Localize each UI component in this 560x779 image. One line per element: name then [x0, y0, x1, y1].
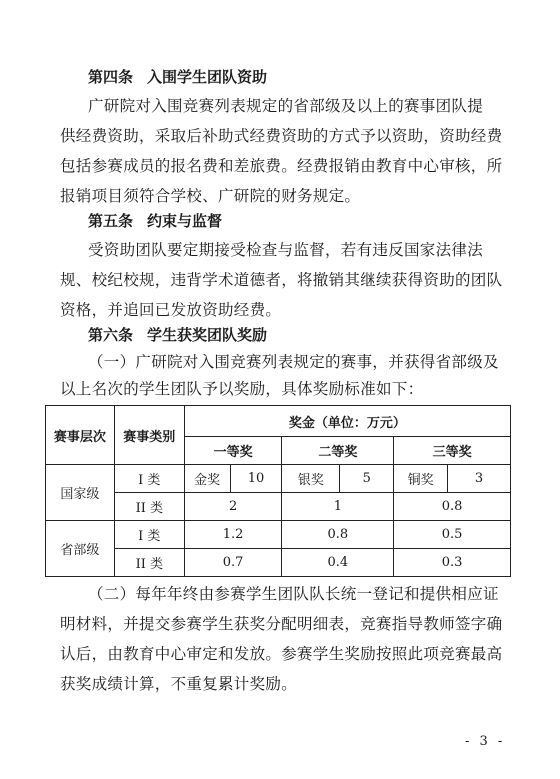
- category-cell: II 类: [114, 493, 184, 521]
- table-row: [46, 465, 511, 493]
- article6-outro-line: 认后，由教育中心审定和发放。参赛学生奖励按照此项竞赛最高: [60, 645, 503, 663]
- award-name-cell: 铜奖: [394, 465, 448, 493]
- article5-line: 受资助团队要定期接受检查与监督，若有违反国家法律法: [88, 241, 484, 259]
- article5-title: 约束与监督: [147, 212, 223, 230]
- article6-title: 学生获奖团队奖励: [147, 326, 268, 344]
- header-category: 赛事类别: [114, 406, 184, 465]
- award-table: [45, 405, 511, 577]
- article4-title: 入围学生团队资助: [147, 68, 268, 86]
- award-value-cell: 0.3: [394, 549, 511, 577]
- table-row: [46, 521, 511, 549]
- article6-outro-line: 明材料，并提交参赛学生获奖分配明细表，竞赛指导教师签字确: [60, 615, 503, 633]
- level-national: 国家级: [46, 465, 115, 521]
- article4-line: 供经费资助，采取后补助式经费资助的方式予以资助，资助经费: [60, 127, 503, 145]
- article4-line: 广研院对入围竞赛列表规定的省部级及以上的赛事团队提: [88, 97, 484, 115]
- category-cell: I 类: [114, 521, 184, 549]
- award-name-cell: 银奖: [282, 465, 340, 493]
- category-cell: I 类: [114, 465, 184, 493]
- article6-outro-line: （二）每年年终由参赛学生团队队长统一登记和提供相应证: [88, 585, 499, 603]
- header-first-prize: 一等奖: [184, 437, 282, 465]
- award-value-cell: 0.8: [282, 521, 394, 549]
- article6-intro-line: （一）广研院对入围竞赛列表规定的赛事，并获得省部级及: [88, 353, 499, 371]
- page-number: - 3 -: [465, 734, 506, 749]
- article6-number: 第六条: [88, 326, 134, 344]
- award-value-cell: 3: [448, 465, 511, 493]
- award-value-cell: 1.2: [184, 521, 282, 549]
- award-value-cell: 0.4: [282, 549, 394, 577]
- header-third-prize: 三等奖: [394, 437, 511, 465]
- article4-heading: [88, 68, 267, 86]
- award-value-cell: 2: [184, 493, 282, 521]
- award-value-cell: 5: [340, 465, 394, 493]
- level-provincial: 省部级: [46, 521, 115, 577]
- article6-intro-line: 以上名次的学生团队予以奖励，具体奖励标准如下：: [60, 380, 424, 398]
- header-second-prize: 二等奖: [282, 437, 394, 465]
- article6-outro-line: 获奖成绩计算，不重复累计奖励。: [60, 675, 298, 693]
- category-cell: II 类: [114, 549, 184, 577]
- header-level: 赛事层次: [46, 406, 115, 465]
- award-value-cell: 0.7: [184, 549, 282, 577]
- table-row: [46, 493, 511, 521]
- article5-line: 资格，并追回已发放资助经费。: [60, 301, 282, 319]
- award-value-cell: 10: [230, 465, 282, 493]
- article5-heading: [88, 212, 222, 230]
- table-row: [46, 549, 511, 577]
- award-value-cell: 0.8: [394, 493, 511, 521]
- article4-line: 包括参赛成员的报名费和差旅费。经费报销由教育中心审核，所: [60, 157, 503, 175]
- article6-heading: [88, 326, 267, 344]
- award-value-cell: 1: [282, 493, 394, 521]
- article4-line: 报销项目须符合学校、广研院的财务规定。: [60, 187, 361, 205]
- award-value-cell: 0.5: [394, 521, 511, 549]
- award-name-cell: 金奖: [184, 465, 230, 493]
- article5-line: 规、校纪校规，违背学术道德者，将撤销其继续获得资助的团队: [60, 271, 503, 289]
- article5-number: 第五条: [88, 212, 134, 230]
- header-bonus: 奖金（单位：万元）: [184, 406, 510, 437]
- article4-number: 第四条: [88, 68, 134, 86]
